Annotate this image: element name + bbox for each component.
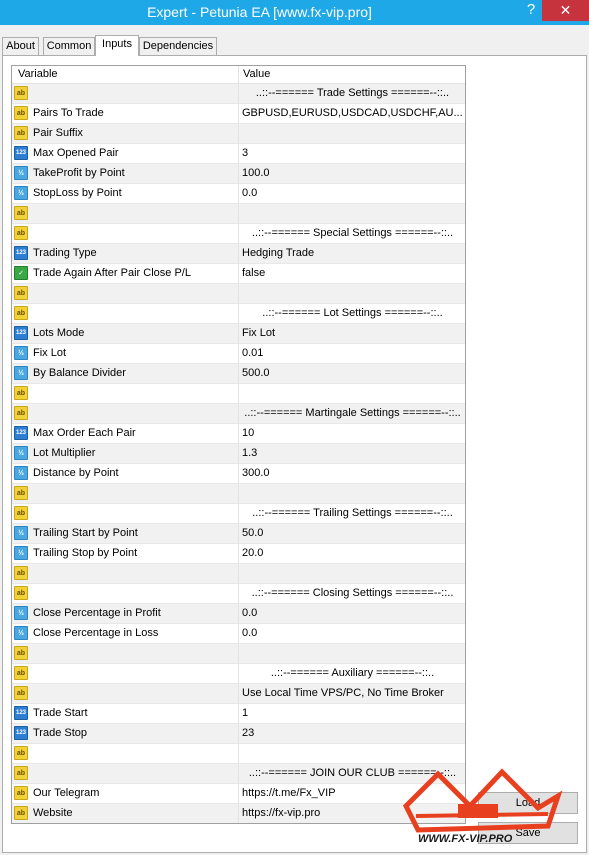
text-type-icon: ab — [14, 486, 28, 500]
parameter-row[interactable] — [12, 224, 465, 244]
variable-cell — [12, 644, 238, 663]
variable-cell — [12, 604, 238, 623]
text-type-icon: ab — [14, 406, 28, 420]
value-cell[interactable]: ..::--====== Auxiliary ======--::.. — [238, 664, 466, 683]
text-type-icon: ab — [14, 666, 28, 680]
value-cell[interactable]: false — [238, 264, 466, 283]
parameter-row[interactable] — [12, 644, 465, 664]
parameter-row[interactable] — [12, 304, 465, 324]
parameter-row[interactable] — [12, 564, 465, 584]
text-type-icon: ab — [14, 586, 28, 600]
parameter-row[interactable] — [12, 504, 465, 524]
text-type-icon: ab — [14, 566, 28, 580]
tab-inputs[interactable]: Inputs — [95, 35, 139, 56]
variable-cell — [12, 144, 238, 163]
value-cell[interactable]: 3 — [238, 144, 466, 163]
text-type-icon: ab — [14, 286, 28, 300]
variable-cell — [12, 444, 238, 463]
grid-header — [12, 66, 465, 84]
variable-cell — [12, 344, 238, 363]
variable-cell — [12, 384, 238, 403]
parameter-row[interactable] — [12, 264, 465, 284]
value-cell[interactable]: ..::--====== Closing Settings ======--::.. — [238, 584, 466, 603]
double-type-icon: ½ — [14, 446, 28, 460]
parameter-row[interactable] — [12, 364, 465, 384]
parameter-row[interactable] — [12, 404, 465, 424]
value-cell[interactable]: Use Local Time VPS/PC, No Time Broker — [238, 684, 466, 703]
parameter-row[interactable] — [12, 524, 465, 544]
variable-name: Trading Type — [33, 247, 97, 259]
value-cell[interactable]: Fix Lot — [238, 324, 466, 343]
variable-name: Max Order Each Pair — [33, 427, 136, 439]
variable-name: Trailing Stop by Point — [33, 547, 138, 559]
variable-cell — [12, 104, 238, 123]
value-cell[interactable]: 0.0 — [238, 184, 466, 203]
variable-cell — [12, 764, 238, 783]
text-type-icon: ab — [14, 226, 28, 240]
tab-common[interactable]: Common — [43, 37, 95, 56]
parameter-row[interactable] — [12, 204, 465, 224]
value-cell[interactable]: 0.0 — [238, 624, 466, 643]
column-header-variable[interactable]: Variable — [18, 68, 58, 80]
text-type-icon: ab — [14, 646, 28, 660]
value-cell[interactable]: 300.0 — [238, 464, 466, 483]
variable-cell — [12, 544, 238, 563]
variable-cell — [12, 704, 238, 723]
parameter-row[interactable] — [12, 724, 465, 744]
variable-name: Trade Stop — [33, 727, 88, 739]
variable-cell — [12, 564, 238, 583]
double-type-icon: ½ — [14, 626, 28, 640]
variable-cell — [12, 804, 238, 823]
double-type-icon: ½ — [14, 166, 28, 180]
double-type-icon: ½ — [14, 526, 28, 540]
integer-type-icon: 123 — [14, 706, 28, 720]
variable-cell — [12, 264, 238, 283]
variable-name: StopLoss by Point — [33, 187, 122, 199]
value-cell[interactable]: 500.0 — [238, 364, 466, 383]
variable-cell — [12, 364, 238, 383]
parameter-row[interactable] — [12, 384, 465, 404]
variable-cell — [12, 504, 238, 523]
integer-type-icon: 123 — [14, 726, 28, 740]
value-cell[interactable]: 20.0 — [238, 544, 466, 563]
variable-cell — [12, 244, 238, 263]
value-cell[interactable]: 1 — [238, 704, 466, 723]
variable-name: Close Percentage in Profit — [33, 607, 161, 619]
double-type-icon: ½ — [14, 186, 28, 200]
value-cell[interactable] — [238, 284, 466, 303]
text-type-icon: ab — [14, 126, 28, 140]
variable-name: Pair Suffix — [33, 127, 83, 139]
variable-name: By Balance Divider — [33, 367, 126, 379]
load-button[interactable]: Load — [478, 792, 578, 814]
value-cell[interactable] — [238, 564, 466, 583]
value-cell[interactable]: 100.0 — [238, 164, 466, 183]
save-button[interactable]: Save — [478, 822, 578, 844]
close-button[interactable]: ✕ — [542, 0, 589, 21]
variable-cell — [12, 744, 238, 763]
value-cell[interactable]: GBPUSD,EURUSD,USDCAD,USDCHF,AU... — [238, 104, 466, 123]
text-type-icon: ab — [14, 306, 28, 320]
text-type-icon: ab — [14, 86, 28, 100]
variable-name: TakeProfit by Point — [33, 167, 125, 179]
boolean-type-icon: ✓ — [14, 266, 28, 280]
variable-cell — [12, 684, 238, 703]
parameter-row[interactable] — [12, 464, 465, 484]
parameter-row[interactable] — [12, 684, 465, 704]
variable-cell — [12, 784, 238, 803]
title-bar — [0, 0, 589, 25]
text-type-icon: ab — [14, 386, 28, 400]
text-type-icon: ab — [14, 806, 28, 820]
parameter-row[interactable] — [12, 344, 465, 364]
variable-cell — [12, 404, 238, 423]
variable-cell — [12, 124, 238, 143]
inputs-grid — [11, 65, 466, 824]
integer-type-icon: 123 — [14, 426, 28, 440]
integer-type-icon: 123 — [14, 146, 28, 160]
integer-type-icon: 123 — [14, 246, 28, 260]
parameter-row[interactable] — [12, 184, 465, 204]
variable-cell — [12, 524, 238, 543]
parameter-row[interactable] — [12, 444, 465, 464]
parameter-row[interactable] — [12, 484, 465, 504]
variable-cell — [12, 424, 238, 443]
parameter-row[interactable] — [12, 624, 465, 644]
parameter-row[interactable] — [12, 704, 465, 724]
value-cell[interactable]: https://t.me/Fx_VIP — [238, 784, 466, 803]
value-cell[interactable]: ..::--====== Trailing Settings ======--::.. — [238, 504, 466, 523]
help-button[interactable]: ? — [526, 1, 536, 18]
svg-text:WWW.FX-VIP.PRO: WWW.FX-VIP.PRO — [418, 833, 513, 845]
parameter-row[interactable] — [12, 164, 465, 184]
double-type-icon: ½ — [14, 606, 28, 620]
text-type-icon: ab — [14, 786, 28, 800]
value-cell[interactable] — [238, 384, 466, 403]
text-type-icon: ab — [14, 766, 28, 780]
value-cell[interactable]: 23 — [238, 724, 466, 743]
text-type-icon: ab — [14, 206, 28, 220]
variable-name: Trade Again After Pair Close P/L — [33, 267, 191, 279]
value-cell[interactable] — [238, 124, 466, 143]
variable-cell — [12, 484, 238, 503]
variable-cell — [12, 664, 238, 683]
variable-name: Pairs To Trade — [33, 107, 104, 119]
double-type-icon: ½ — [14, 366, 28, 380]
double-type-icon: ½ — [14, 346, 28, 360]
parameter-row[interactable] — [12, 604, 465, 624]
variable-cell — [12, 224, 238, 243]
variable-name: Website — [33, 807, 73, 819]
parameter-row[interactable] — [12, 584, 465, 604]
variable-cell — [12, 304, 238, 323]
value-cell[interactable]: ..::--====== Special Settings ======--::.. — [238, 224, 466, 243]
value-cell[interactable]: 10 — [238, 424, 466, 443]
variable-name: Lot Multiplier — [33, 447, 96, 459]
parameter-row[interactable] — [12, 544, 465, 564]
integer-type-icon: 123 — [14, 326, 28, 340]
variable-name: Lots Mode — [33, 327, 85, 339]
value-cell[interactable]: https://fx-vip.pro — [238, 804, 466, 823]
double-type-icon: ½ — [14, 466, 28, 480]
grid-rows — [12, 84, 465, 824]
variable-name: Fix Lot — [33, 347, 67, 359]
value-cell[interactable]: ..::--====== JOIN OUR CLUB ======--::.. — [238, 764, 466, 783]
parameter-row[interactable] — [12, 84, 465, 104]
parameter-row[interactable] — [12, 124, 465, 144]
text-type-icon: ab — [14, 506, 28, 520]
text-type-icon: ab — [14, 746, 28, 760]
parameter-row[interactable] — [12, 744, 465, 764]
parameter-row[interactable] — [12, 324, 465, 344]
value-cell[interactable] — [238, 204, 466, 223]
value-cell[interactable]: 0.0 — [238, 604, 466, 623]
text-type-icon: ab — [14, 106, 28, 120]
variable-name: Trailing Start by Point — [33, 527, 138, 539]
tab-dependencies[interactable]: Dependencies — [139, 37, 217, 56]
variable-cell — [12, 464, 238, 483]
variable-cell — [12, 164, 238, 183]
column-header-value[interactable]: Value — [243, 68, 271, 80]
value-cell[interactable]: Hedging Trade — [238, 244, 466, 263]
parameter-row[interactable] — [12, 104, 465, 124]
double-type-icon: ½ — [14, 546, 28, 560]
variable-name: Trade Start — [33, 707, 88, 719]
parameter-row[interactable] — [12, 664, 465, 684]
parameter-row[interactable] — [12, 424, 465, 444]
fx-vip-watermark-logo — [398, 766, 568, 846]
variable-cell — [12, 184, 238, 203]
parameter-row[interactable] — [12, 144, 465, 164]
value-cell[interactable]: 50.0 — [238, 524, 466, 543]
variable-cell — [12, 284, 238, 303]
variable-name: Distance by Point — [33, 467, 119, 479]
value-cell[interactable] — [238, 644, 466, 663]
value-cell[interactable]: ..::--====== Lot Settings ======--::.. — [238, 304, 466, 323]
text-type-icon: ab — [14, 686, 28, 700]
parameter-row[interactable] — [12, 284, 465, 304]
parameter-row[interactable] — [12, 244, 465, 264]
variable-name: Close Percentage in Loss — [33, 627, 159, 639]
variable-cell — [12, 324, 238, 343]
value-cell[interactable]: 0.01 — [238, 344, 466, 363]
variable-cell — [12, 204, 238, 223]
value-cell[interactable] — [238, 744, 466, 763]
tab-about[interactable]: About — [2, 37, 39, 56]
value-cell[interactable] — [238, 484, 466, 503]
window-title: Expert - Petunia EA [www.fx-vip.pro] — [147, 4, 372, 20]
variable-name: Max Opened Pair — [33, 147, 119, 159]
variable-name: Our Telegram — [33, 787, 100, 799]
value-cell[interactable]: ..::--====== Martingale Settings ======--::.. — [238, 404, 466, 423]
variable-cell — [12, 724, 238, 743]
variable-cell — [12, 84, 238, 103]
variable-cell — [12, 584, 238, 603]
value-cell[interactable]: ..::--====== Trade Settings ======--::.. — [238, 84, 466, 103]
column-divider[interactable] — [238, 66, 239, 84]
value-cell[interactable]: 1.3 — [238, 444, 466, 463]
variable-cell — [12, 624, 238, 643]
